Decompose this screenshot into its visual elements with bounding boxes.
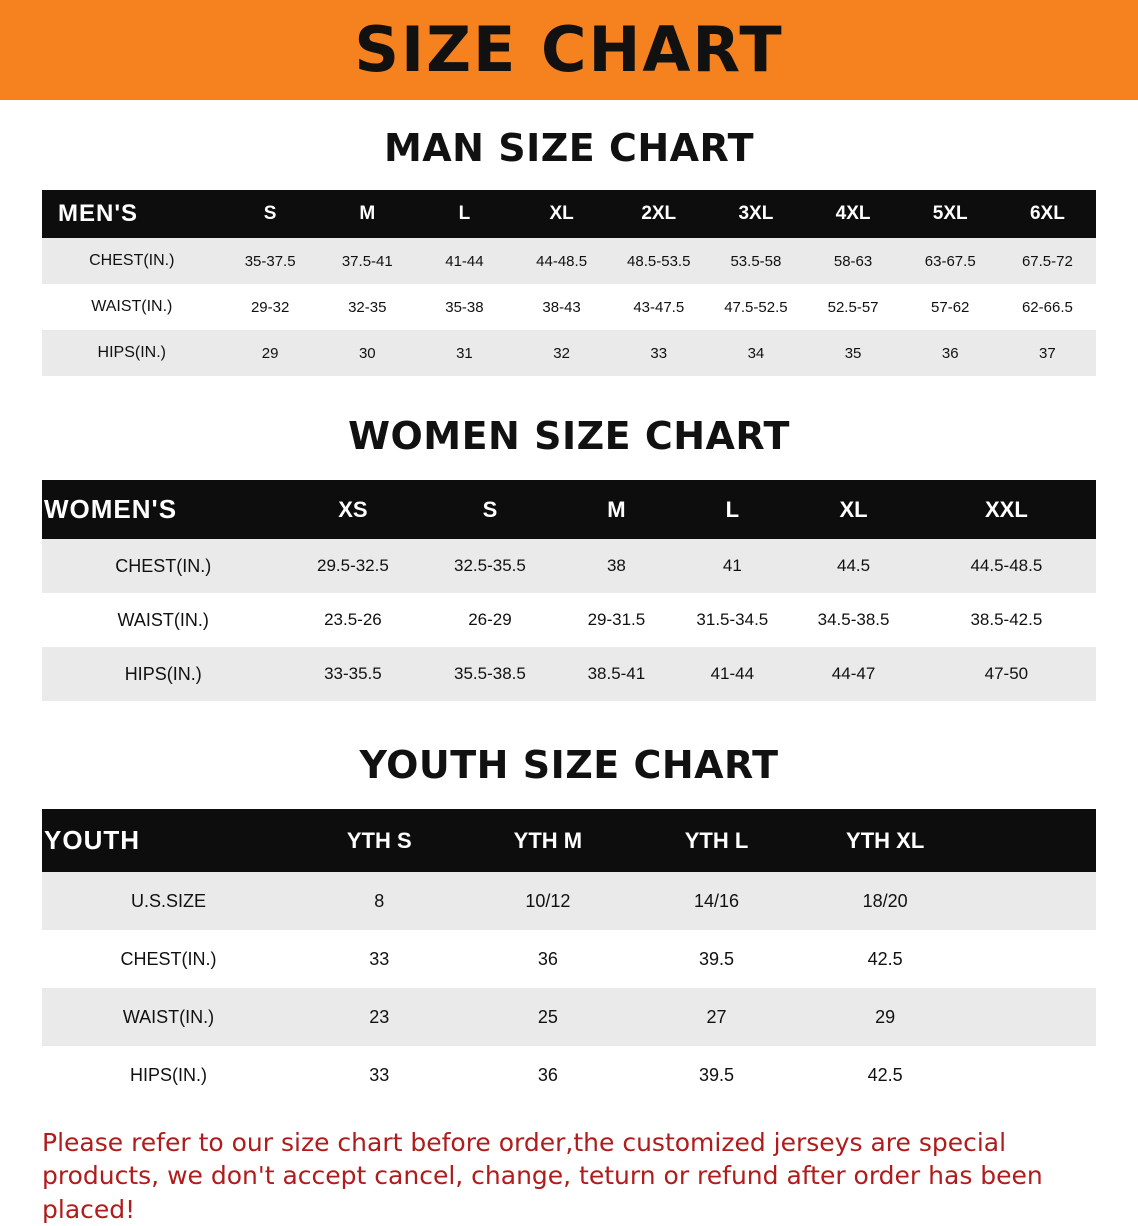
- column-header: YTH XL: [801, 809, 970, 872]
- column-header: 4XL: [804, 190, 901, 238]
- youth-table-wrapper: [42, 809, 1096, 1104]
- table-cell: 52.5-57: [804, 284, 901, 330]
- table-cell: 8: [295, 872, 464, 930]
- column-header: S: [421, 480, 558, 539]
- table-cell: 36: [464, 930, 633, 988]
- column-header: MEN'S: [42, 190, 222, 238]
- table-cell-empty: [969, 930, 1096, 988]
- table-cell: 25: [464, 988, 633, 1046]
- column-header: L: [674, 480, 790, 539]
- table-cell: 35: [804, 330, 901, 376]
- row-label: WAIST(IN.): [42, 284, 222, 330]
- table-cell: 58-63: [804, 238, 901, 284]
- row-label: HIPS(IN.): [42, 1046, 295, 1104]
- table-row: [42, 284, 1096, 330]
- table-header-row: [42, 809, 1096, 872]
- column-header: L: [416, 190, 513, 238]
- table-cell: 38: [558, 539, 674, 593]
- column-header: XL: [513, 190, 610, 238]
- table-cell: 29: [222, 330, 319, 376]
- table-cell: 37: [999, 330, 1096, 376]
- table-cell: 38-43: [513, 284, 610, 330]
- column-header-spacer: [969, 809, 1096, 872]
- table-cell: 27: [632, 988, 801, 1046]
- column-header: YTH M: [464, 809, 633, 872]
- table-cell: 48.5-53.5: [610, 238, 707, 284]
- column-header: XS: [284, 480, 421, 539]
- table-cell: 34: [707, 330, 804, 376]
- page-banner: [0, 0, 1138, 100]
- youth-size-table: [42, 809, 1096, 1104]
- table-cell: 47-50: [917, 647, 1096, 701]
- table-header-row: [42, 480, 1096, 539]
- column-header: XL: [790, 480, 916, 539]
- women-table-wrapper: [42, 480, 1096, 701]
- table-cell: 35-38: [416, 284, 513, 330]
- row-label: HIPS(IN.): [42, 330, 222, 376]
- table-cell: 36: [464, 1046, 633, 1104]
- table-cell: 26-29: [421, 593, 558, 647]
- row-label: WAIST(IN.): [42, 988, 295, 1046]
- table-cell: 33-35.5: [284, 647, 421, 701]
- table-cell: 38.5-42.5: [917, 593, 1096, 647]
- column-header: 3XL: [707, 190, 804, 238]
- table-cell: 42.5: [801, 1046, 970, 1104]
- table-cell: 31.5-34.5: [674, 593, 790, 647]
- table-cell: 14/16: [632, 872, 801, 930]
- women-size-table: [42, 480, 1096, 701]
- table-cell: 23.5-26: [284, 593, 421, 647]
- table-cell: 29.5-32.5: [284, 539, 421, 593]
- table-cell: 38.5-41: [558, 647, 674, 701]
- man-section-title: MAN SIZE CHART: [383, 126, 755, 170]
- table-cell: 18/20: [801, 872, 970, 930]
- column-header: 6XL: [999, 190, 1096, 238]
- man-table-wrapper: [42, 190, 1096, 376]
- women-section-title: WOMEN SIZE CHART: [348, 414, 790, 458]
- table-cell: 23: [295, 988, 464, 1046]
- table-cell: 44.5: [790, 539, 916, 593]
- table-cell-empty: [969, 1046, 1096, 1104]
- table-row: [42, 930, 1096, 988]
- table-row: [42, 330, 1096, 376]
- row-label: HIPS(IN.): [42, 647, 284, 701]
- table-cell: 47.5-52.5: [707, 284, 804, 330]
- column-header: YOUTH: [42, 809, 295, 872]
- table-cell: 30: [319, 330, 416, 376]
- table-cell: 32-35: [319, 284, 416, 330]
- table-cell: 34.5-38.5: [790, 593, 916, 647]
- table-cell: 35-37.5: [222, 238, 319, 284]
- table-cell: 42.5: [801, 930, 970, 988]
- table-cell: 67.5-72: [999, 238, 1096, 284]
- column-header: YTH L: [632, 809, 801, 872]
- column-header: XXL: [917, 480, 1096, 539]
- table-cell: 41-44: [416, 238, 513, 284]
- table-row: [42, 238, 1096, 284]
- table-row: [42, 872, 1096, 930]
- table-cell: 44.5-48.5: [917, 539, 1096, 593]
- table-cell: 35.5-38.5: [421, 647, 558, 701]
- table-cell: 44-47: [790, 647, 916, 701]
- row-label: WAIST(IN.): [42, 593, 284, 647]
- man-size-table: [42, 190, 1096, 376]
- column-header: 5XL: [902, 190, 999, 238]
- table-cell: 36: [902, 330, 999, 376]
- table-row: [42, 1046, 1096, 1104]
- return-policy-note: Please refer to our size chart before order,the customized jerseys are special products, we don't accept cancel, change, teturn or refund after order has been placed!: [42, 1128, 1043, 1224]
- row-label: CHEST(IN.): [42, 930, 295, 988]
- table-cell: 39.5: [632, 930, 801, 988]
- table-cell: 57-62: [902, 284, 999, 330]
- column-header: S: [222, 190, 319, 238]
- table-cell: 29: [801, 988, 970, 1046]
- table-cell: 33: [295, 1046, 464, 1104]
- table-cell: 39.5: [632, 1046, 801, 1104]
- column-header: M: [558, 480, 674, 539]
- table-cell: 33: [295, 930, 464, 988]
- row-label: U.S.SIZE: [42, 872, 295, 930]
- table-cell: 43-47.5: [610, 284, 707, 330]
- table-row: [42, 988, 1096, 1046]
- table-cell: 32.5-35.5: [421, 539, 558, 593]
- table-cell: 41-44: [674, 647, 790, 701]
- table-row: [42, 539, 1096, 593]
- column-header: M: [319, 190, 416, 238]
- table-cell: 32: [513, 330, 610, 376]
- column-header: 2XL: [610, 190, 707, 238]
- row-label: CHEST(IN.): [42, 238, 222, 284]
- page-title: SIZE CHART: [354, 13, 784, 86]
- table-cell: 37.5-41: [319, 238, 416, 284]
- column-header: WOMEN'S: [42, 480, 284, 539]
- table-cell: 41: [674, 539, 790, 593]
- table-row: [42, 647, 1096, 701]
- table-cell: 29-32: [222, 284, 319, 330]
- table-cell: 63-67.5: [902, 238, 999, 284]
- table-row: [42, 593, 1096, 647]
- table-cell: 29-31.5: [558, 593, 674, 647]
- table-cell: 62-66.5: [999, 284, 1096, 330]
- table-cell-empty: [969, 872, 1096, 930]
- table-cell: 44-48.5: [513, 238, 610, 284]
- table-cell-empty: [969, 988, 1096, 1046]
- table-cell: 33: [610, 330, 707, 376]
- table-cell: 10/12: [464, 872, 633, 930]
- youth-section-title: YOUTH SIZE CHART: [359, 743, 779, 787]
- table-header-row: [42, 190, 1096, 238]
- table-cell: 53.5-58: [707, 238, 804, 284]
- column-header: YTH S: [295, 809, 464, 872]
- table-cell: 31: [416, 330, 513, 376]
- row-label: CHEST(IN.): [42, 539, 284, 593]
